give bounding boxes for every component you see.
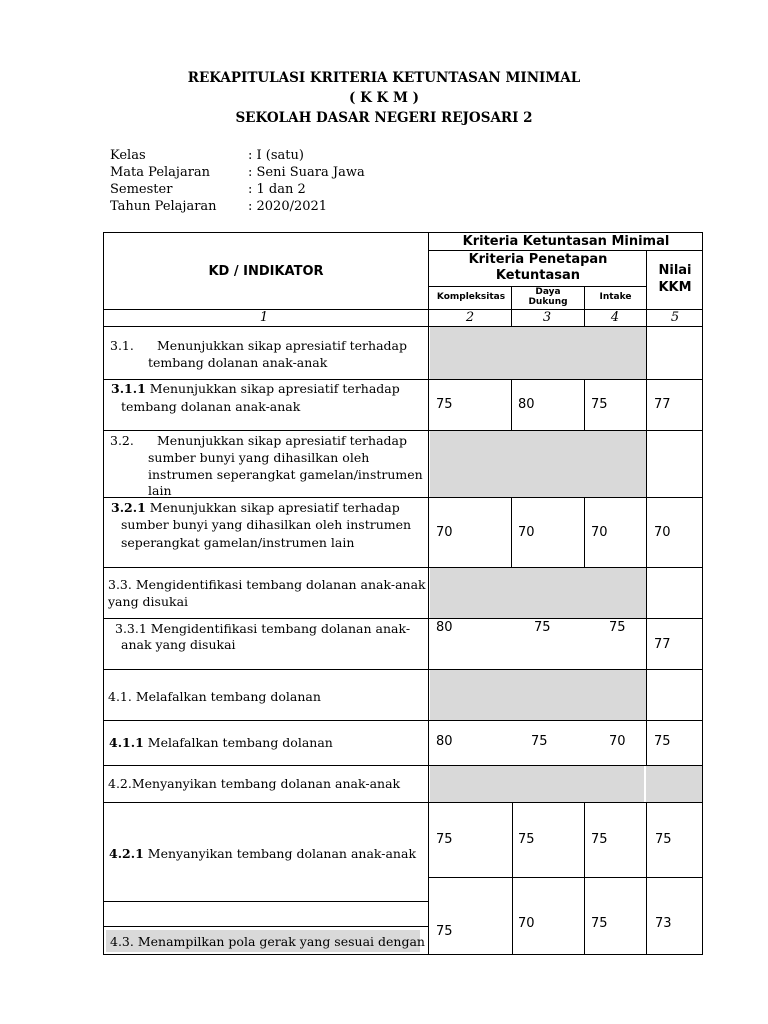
kd-3-3-line2: yang disukai [108, 594, 189, 609]
value-3-1-1-daya-dukung: 80 [518, 397, 535, 412]
indikator-4-2-1-line1 [109, 845, 416, 862]
value-3-2-1-daya-dukung: 70 [518, 525, 535, 540]
column-number-3: 3 [542, 310, 552, 325]
header-intake: Intake [599, 292, 632, 302]
value-4-2-1-intake: 75 [591, 832, 608, 847]
header-kd-indikator: KD / INDIKATOR [208, 264, 324, 279]
document-title: REKAPITULASI KRITERIA KETUNTASAN MINIMAL [187, 70, 581, 86]
indikator-3-3-1-line1: 3.3.1 Mengidentifikasi tembang dolanan anak- [115, 621, 411, 636]
header-kriteria-ketuntasan: Kriteria Ketuntasan Minimal [462, 234, 670, 249]
indikator-3-1-1-code: 3.1.1 [111, 381, 146, 396]
indikator-3-1-1-line2: tembang dolanan anak-anak [121, 399, 301, 414]
indikator-3-2-1-line2: sumber bunyi yang dihasilkan oleh instrumen [121, 517, 412, 532]
column-number-2: 2 [465, 310, 475, 325]
indikator-3-1-1-text: Menunjukkan sikap apresiatif terhadap [145, 381, 400, 396]
column-number-5: 5 [670, 310, 680, 325]
header-kompleksitas: Kompleksitas [436, 292, 506, 302]
column-number-1: 1 [259, 310, 269, 325]
indikator-3-1-1-line1 [111, 380, 400, 397]
column-number-4: 4 [610, 310, 620, 325]
value-3-3-1-kkm: 77 [654, 637, 671, 652]
kd-3-1-line2: tembang dolanan anak-anak [148, 355, 328, 370]
info-label-mapel: Mata Pelajaran [110, 165, 211, 180]
info-label-tahun: Tahun Pelajaran [110, 199, 217, 214]
indikator-3-2-1-text: Menunjukkan sikap apresiatif terhadap [145, 500, 400, 515]
kd-3-2-prefix: 3.2. [110, 433, 134, 448]
value-4-2-1-daya-dukung: 75 [518, 832, 535, 847]
kd-3-1-prefix: 3.1. [110, 338, 134, 353]
kd-4-3-line1: 4.3. Menampilkan pola gerak yang sesuai dengan [110, 934, 425, 949]
kd-4-1-line1: 4.1. Melafalkan tembang dolanan [108, 689, 321, 704]
value-3-3-1-daya-dukung: 75 [534, 620, 551, 635]
header-daya: Daya [535, 287, 561, 297]
value-3-1-1-kkm: 77 [654, 397, 671, 412]
header-kkm: KKM [658, 280, 692, 295]
indikator-3-2-1-line1 [111, 499, 400, 516]
header-nilai: Nilai [658, 263, 692, 278]
info-value-tahun: : 2020/2021 [248, 199, 328, 214]
info-label-semester: Semester [110, 182, 173, 197]
kd-3-2-line2: sumber bunyi yang dihasilkan oleh [148, 450, 370, 465]
kd-4-2-line1: 4.2.Menyanyikan tembang dolanan anak-anak [108, 776, 401, 791]
value-4-1-1-kompleksitas: 80 [436, 734, 453, 749]
indikator-4-2-1-text: Menyanyikan tembang dolanan anak-anak [143, 846, 417, 861]
value-3-1-1-intake: 75 [591, 397, 608, 412]
value-3-2-1-kompleksitas: 70 [436, 525, 453, 540]
value-4-3-daya-dukung: 70 [518, 916, 535, 931]
value-4-1-1-daya-dukung: 75 [531, 734, 548, 749]
header-penetapan-line1: Kriteria Penetapan [468, 252, 608, 267]
info-value-kelas: : I (satu) [248, 148, 304, 163]
kd-3-3-line1: 3.3. Mengidentifikasi tembang dolanan anak-anak [108, 577, 426, 592]
indikator-4-1-1-text: Melafalkan tembang dolanan [143, 735, 333, 750]
value-3-3-1-intake: 75 [609, 620, 626, 635]
kd-3-2-line1: Menunjukkan sikap apresiatif terhadap [157, 433, 407, 448]
header-penetapan-line2: Ketuntasan [495, 268, 581, 283]
info-label-kelas: Kelas [110, 148, 146, 163]
indikator-4-1-1-line1 [109, 734, 333, 751]
value-3-2-1-kkm: 70 [654, 525, 671, 540]
value-3-2-1-intake: 70 [591, 525, 608, 540]
kd-3-2-line3: instrumen seperangkat gamelan/instrumen [148, 467, 423, 482]
document-subtitle-kkm: ( K K M ) [349, 90, 419, 106]
indikator-4-2-1-code: 4.2.1 [109, 846, 144, 861]
kd-3-2-line4: lain [148, 483, 172, 498]
value-4-2-1-kompleksitas: 75 [436, 832, 453, 847]
value-4-3-kkm: 73 [655, 916, 672, 931]
indikator-3-2-1-code: 3.2.1 [111, 500, 146, 515]
value-4-1-1-intake: 70 [609, 734, 626, 749]
value-4-2-1-kkm: 75 [655, 832, 672, 847]
header-dukung: Dukung [528, 297, 568, 307]
value-4-1-1-kkm: 75 [654, 734, 671, 749]
value-4-3-kompleksitas: 75 [436, 924, 453, 939]
indikator-3-2-1-line3: seperangkat gamelan/instrumen lain [121, 535, 355, 550]
value-3-3-1-kompleksitas: 80 [436, 620, 453, 635]
indikator-4-1-1-code: 4.1.1 [109, 735, 144, 750]
school-name: SEKOLAH DASAR NEGERI REJOSARI 2 [235, 110, 533, 126]
info-value-mapel: : Seni Suara Jawa [248, 165, 365, 180]
kd-3-1-line1: Menunjukkan sikap apresiatif terhadap [157, 338, 407, 353]
indikator-3-3-1-line2: anak yang disukai [121, 637, 236, 652]
value-3-1-1-kompleksitas: 75 [436, 397, 453, 412]
info-value-semester: : 1 dan 2 [248, 182, 306, 197]
value-4-3-intake: 75 [591, 916, 608, 931]
